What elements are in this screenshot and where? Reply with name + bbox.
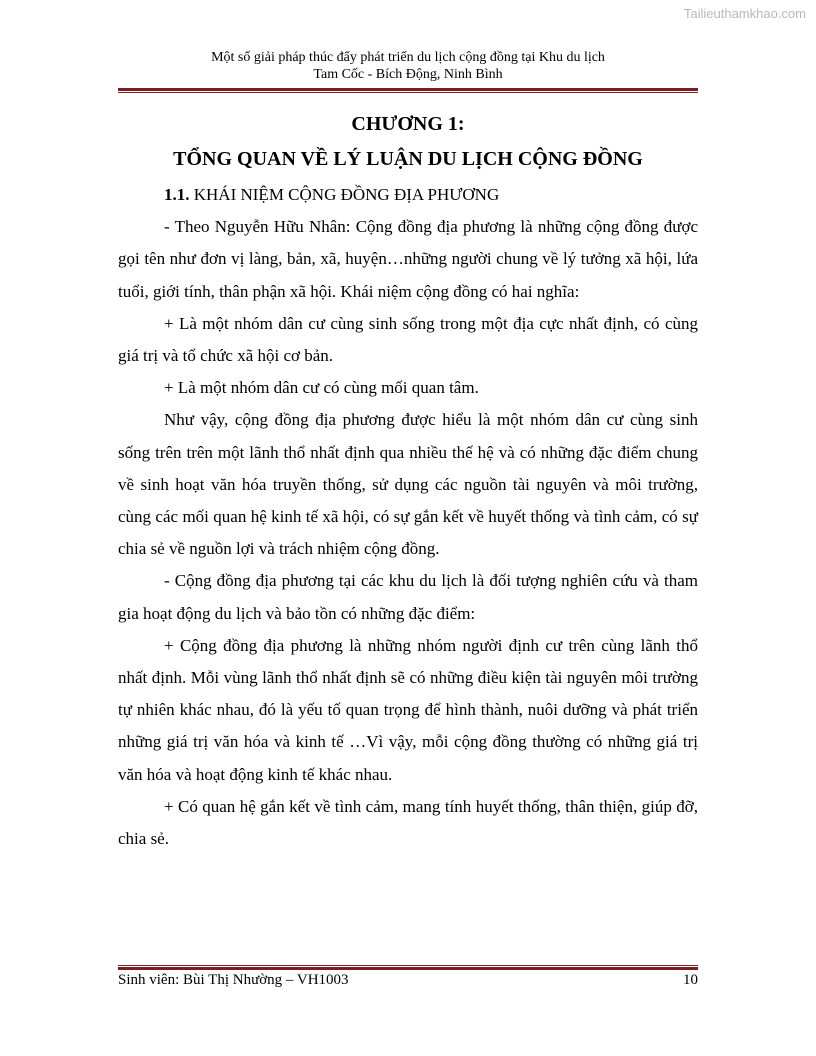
paragraph: - Cộng đồng địa phương tại các khu du lịch là đối tượng nghiên cứu và tham gia hoạt động du lịch và bảo tồn có những đặc điểm:: [118, 571, 698, 623]
paragraph: + Cộng đồng địa phương là những nhóm người định cư trên cùng lãnh thổ nhất định. Mỗi vùng lãnh thổ nhất định sẽ có những điều kiện tài nguyên môi trường tự nhiên khác nhau, đó là yếu tố quan trọng để hình thành, nuôi dưỡng và phát triển những giá trị văn hóa và kinh tế …Vì vậy, mỗi cộng đồng thường có những giá trị văn hóa và hoạt động kinh tế khác nhau.: [118, 635, 698, 784]
paragraph: + Có quan hệ gắn kết về tình cảm, mang tính huyết thống, thân thiện, giúp đỡ, chia sẻ.: [118, 796, 698, 849]
header-line-1: Một số giải pháp thúc đẩy phát triển du lịch cộng đồng tại Khu du lịch: [211, 50, 605, 65]
running-header: [118, 49, 698, 83]
footer-student: Sinh viên: Bùi Thị Nhường – VH1003: [118, 972, 349, 988]
body-text: [118, 179, 698, 855]
section-title: KHÁI NIỆM CỘNG ĐỒNG ĐỊA PHƯƠNG: [193, 185, 500, 204]
watermark: Tailieuthamkhao.com: [683, 6, 806, 21]
paragraph: Như vậy, cộng đồng địa phương được hiểu là một nhóm dân cư cùng sinh sống trên trên một lãnh thổ nhất định qua nhiều thế hệ và có những đặc điểm chung về sinh hoạt văn hóa truyền thống, sử dụng các nguồn tài nguyên và môi trường, cùng các mối quan hệ kinh tế xã hội, có sự gắn kết về huyết thống và tình cảm, có sự chia sẻ về nguồn lợi và trách nhiệm cộng đồng.: [118, 410, 698, 559]
paragraph: + Là một nhóm dân cư cùng sinh sống trong một địa cực nhất định, có cùng giá trị và tổ chức xã hội cơ bản.: [118, 313, 698, 366]
header-divider: [118, 88, 698, 93]
paragraph: - Theo Nguyễn Hữu Nhân: Cộng đồng địa phương là những cộng đồng được gọi tên như đơn vị làng, bản, xã, huyện…những người chung về lý tưởng xã hội, lứa tuổi, giới tính, thân phận xã hội. Khái niệm cộng đồng có hai nghĩa:: [118, 217, 698, 301]
chapter-title: TỔNG QUAN VỀ LÝ LUẬN DU LỊCH CỘNG ĐỒNG: [173, 148, 643, 170]
page-number: 10: [683, 972, 698, 988]
running-footer: [118, 972, 698, 989]
chapter-number: CHƯƠNG 1:: [351, 113, 465, 135]
footer-divider: [118, 965, 698, 970]
section-heading: [118, 179, 698, 211]
section-number: 1.1.: [164, 185, 190, 204]
header-line-2: Tam Cốc - Bích Động, Ninh Bình: [313, 67, 503, 82]
paragraph: + Là một nhóm dân cư có cùng mối quan tâm.: [164, 378, 479, 398]
